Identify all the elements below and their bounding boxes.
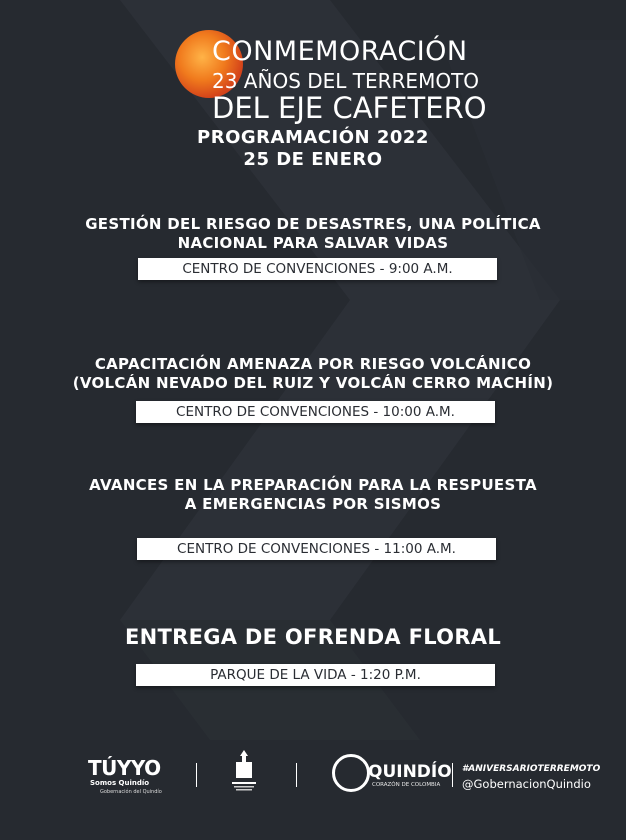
quindio-logo-subtitle: CORAZÓN DE COLOMBIA: [372, 782, 441, 788]
event-location-time-bar: CENTRO DE CONVENCIONES - 10:00 A.M.: [136, 401, 495, 423]
footer-social-handle: @GobernacionQuindio: [462, 777, 591, 791]
program-date: 25 DE ENERO: [243, 149, 383, 170]
event-title-line: NACIONAL PARA SALVAR VIDAS: [177, 234, 449, 252]
event-title-line: ENTREGA DE OFRENDA FLORAL: [124, 625, 502, 649]
event-title: [40, 625, 586, 649]
event-title-line: AVANCES EN LA PREPARACIÓN PARA LA RESPUESTA: [89, 476, 537, 494]
footer-divider: [296, 763, 297, 787]
title-line-3: DEL EJE CAFETERO: [212, 91, 487, 125]
event-location-time-bar: CENTRO DE CONVENCIONES - 9:00 A.M.: [138, 258, 497, 280]
event-title-line: (VOLCÁN NEVADO DEL RUIZ Y VOLCÁN CERRO MACHÍN): [72, 374, 554, 392]
quindio-logo-icon: [332, 754, 370, 792]
event-title-line: GESTIÓN DEL RIESGO DE DESASTRES, UNA POLÍTICA: [85, 215, 541, 233]
event-title-line: CAPACITACIÓN AMENAZA POR RIESGO VOLCÁNICO: [94, 355, 532, 373]
government-crest-icon: [228, 748, 260, 792]
event-title: [40, 476, 586, 514]
tuyyo-logo-gobernacion: Gobernación del Quindío: [100, 789, 162, 795]
event-title: [40, 215, 586, 253]
event-title-line: A EMERGENCIAS POR SISMOS: [184, 495, 442, 513]
footer-divider: [452, 763, 453, 787]
tuyyo-logo-text: TÚYYO: [88, 756, 161, 780]
program-title: PROGRAMACIÓN 2022: [197, 127, 429, 148]
event-location-time-bar: CENTRO DE CONVENCIONES - 11:00 A.M.: [137, 538, 496, 560]
title-line-1: CONMEMORACIÓN: [212, 36, 468, 67]
event-location-time-bar: PARQUE DE LA VIDA - 1:20 P.M.: [136, 664, 495, 686]
event-title: [40, 355, 586, 393]
footer-hashtag: #ANIVERSARIOTERREMOTO: [462, 764, 601, 774]
title-line-2: 23 AÑOS DEL TERREMOTO: [212, 69, 480, 93]
quindio-logo-text: QUINDÍO: [368, 762, 452, 782]
tuyyo-logo-subtitle: Somos Quindío: [90, 779, 150, 787]
footer-divider: [196, 763, 197, 787]
